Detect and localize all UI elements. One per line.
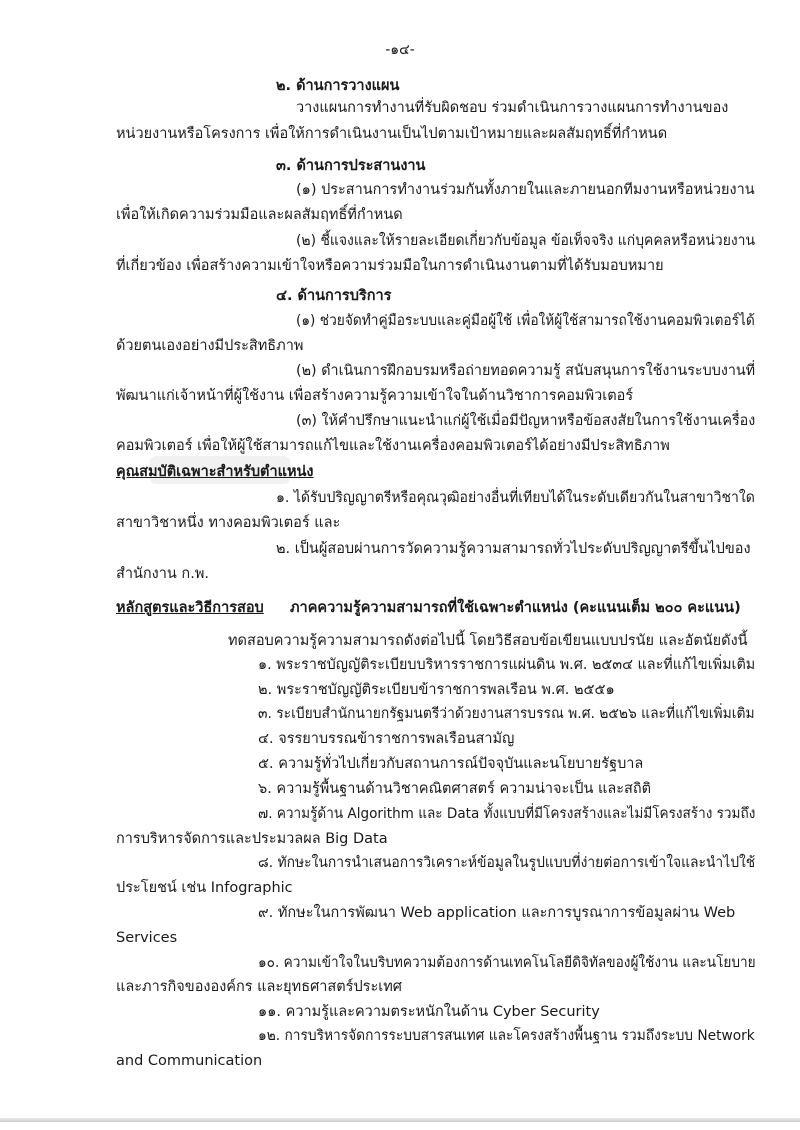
curriculum-item-12: ๑๒. การบริหารจัดการระบบสารสนเทศ และโครงสร้างพื้นฐาน รวมถึงระบบ Network: [258, 1028, 755, 1044]
curriculum-item-6: ๖. ความรู้พื้นฐานด้านวิชาคณิตศาสตร์ ความน่าจะเป็น และสถิติ: [258, 781, 652, 797]
service-line-5: (๓) ให้คำปรึกษาแนะนำแก่ผู้ใช้เมื่อมีปัญหาหรือข้อสงสัยในการใช้งานเครื่อง: [296, 413, 756, 429]
curriculum-item-3: ๓. ระเบียบสำนักนายกรัฐมนตรีว่าด้วยงานสารบรรณ พ.ศ. ๒๕๒๖ และที่แก้ไขเพิ่มเติม: [258, 706, 755, 722]
curriculum-item-5: ๕. ความรู้ทั่วไปเกี่ยวกับสถานการณ์ปัจจุบันและนโยบายรัฐบาล: [258, 756, 644, 772]
curriculum-item-12-cont: and Communication: [116, 1053, 263, 1069]
curriculum-subheading: ภาคความรู้ความสามารถที่ใช้เฉพาะตำแหน่ง (คะแนนเต็ม ๒๐๐ คะแนน): [290, 600, 741, 616]
coordination-line-2: เพื่อให้เกิดความร่วมมือและผลสัมฤทธิ์ที่กำหนด: [116, 207, 403, 223]
curriculum-item-11: ๑๑. ความรู้และความตระหนักในด้าน Cyber Security: [258, 1004, 600, 1020]
curriculum-item-10-cont: และภารกิจขององค์กร และยุทธศาสตร์ประเทศ: [116, 979, 402, 995]
curriculum-item-7-cont: การบริหารจัดการและประมวลผล Big Data: [116, 831, 388, 847]
coordination-line-1: (๑) ประสานการทำงานร่วมกันทั้งภายในและภายนอกทีมงานหรือหน่วยงาน: [296, 182, 755, 198]
curriculum-item-8: ๘. ทักษะในการนำเสนอการวิเคราะห์ข้อมูลในรูปแบบที่ง่ายต่อการเข้าใจและนำไปใช้: [258, 855, 756, 871]
curriculum-item-8-cont: ประโยชน์ เช่น Infographic: [116, 880, 293, 896]
page-number: -๑๔-: [385, 42, 415, 58]
curriculum-item-10: ๑๐. ความเข้าใจในบริบทความต้องการด้านเทคโนโลยีดิจิทัลของผู้ใช้งาน และนโยบาย: [258, 955, 756, 971]
curriculum-heading: หลักสูตรและวิธีการสอบ: [116, 600, 264, 616]
qualifications-heading: คุณสมบัติเฉพาะสำหรับตำแหน่ง: [116, 464, 314, 480]
service-line-6: คอมพิวเตอร์ เพื่อให้ผู้ใช้สามารถแก้ไขและใช้งานเครื่องคอมพิวเตอร์ได้อย่างมีประสิทธิภาพ: [116, 438, 670, 454]
curriculum-item-2: ๒. พระราชบัญญัติระเบียบข้าราชการพลเรือน พ.ศ. ๒๕๕๑: [258, 682, 615, 698]
coordination-line-4: ที่เกี่ยวข้อง เพื่อสร้างความเข้าใจหรือความร่วมมือในการดำเนินงานตามที่ได้รับมอบหมาย: [116, 258, 664, 274]
qualifications-line-2: สาขาวิชาหนึ่ง ทางคอมพิวเตอร์ และ: [116, 515, 341, 531]
curriculum-intro: ทดสอบความรู้ความสามารถดังต่อไปนี้ โดยวิธีสอบข้อเขียนแบบปรนัย และอัตนัยดังนี้: [228, 633, 748, 649]
curriculum-item-7: ๗. ความรู้ด้าน Algorithm และ Data ทั้งแบบที่มีโครงสร้างและไม่มีโครงสร้าง รวมถึง: [258, 806, 756, 822]
scan-bottom-edge: [0, 1118, 800, 1122]
planning-line-2: หน่วยงานหรือโครงการ เพื่อให้การดำเนินงานเป็นไปตามเป้าหมายและผลสัมฤทธิ์ที่กำหนด: [116, 126, 668, 142]
qualifications-line-4: สำนักงาน ก.พ.: [116, 566, 209, 582]
service-heading: ๔. ด้านการบริการ: [276, 288, 392, 304]
qualifications-line-3: ๒. เป็นผู้สอบผ่านการวัดความรู้ความสามารถทั่วไประดับปริญญาตรีขึ้นไปของ: [276, 541, 751, 557]
service-line-4: พัฒนาแก่เจ้าหน้าที่ผู้ใช้งาน เพื่อสร้างความรู้ความเข้าใจในด้านวิชาการคอมพิวเตอร์: [116, 388, 634, 404]
planning-line-1: วางแผนการทำงานที่รับผิดชอบ ร่วมดำเนินการวางแผนการทำงานของ: [296, 100, 729, 116]
curriculum-item-9: ๙. ทักษะในการพัฒนา Web application และการบูรณาการข้อมูลผ่าน Web: [258, 905, 736, 921]
curriculum-item-4: ๔. จรรยาบรรณข้าราชการพลเรือนสามัญ: [258, 731, 515, 747]
qualifications-line-1: ๑. ได้รับปริญญาตรีหรือคุณวุฒิอย่างอื่นที่เทียบได้ในระดับเดียวกันในสาขาวิชาใด: [276, 490, 755, 506]
coordination-line-3: (๒) ชี้แจงและให้รายละเอียดเกี่ยวกับข้อมูล ข้อเท็จจริง แก่บุคคลหรือหน่วยงาน: [296, 233, 755, 249]
service-line-2: ด้วยตนเองอย่างมีประสิทธิภาพ: [116, 338, 304, 354]
coordination-heading: ๓. ด้านการประสานงาน: [276, 158, 426, 174]
curriculum-item-9-cont: Services: [116, 930, 178, 946]
curriculum-item-1: ๑. พระราชบัญญัติระเบียบบริหารราชการแผ่นดิน พ.ศ. ๒๕๓๔ และที่แก้ไขเพิ่มเติม: [258, 657, 756, 673]
service-line-3: (๒) ดำเนินการฝึกอบรมหรือถ่ายทอดความรู้ สนับสนุนการใช้งานระบบงานที่: [296, 363, 756, 379]
planning-heading: ๒. ด้านการวางแผน: [276, 78, 400, 94]
service-line-1: (๑) ช่วยจัดทำคู่มือระบบและคู่มือผู้ใช้ เพื่อให้ผู้ใช้สามารถใช้งานคอมพิวเตอร์ได้: [296, 313, 755, 329]
